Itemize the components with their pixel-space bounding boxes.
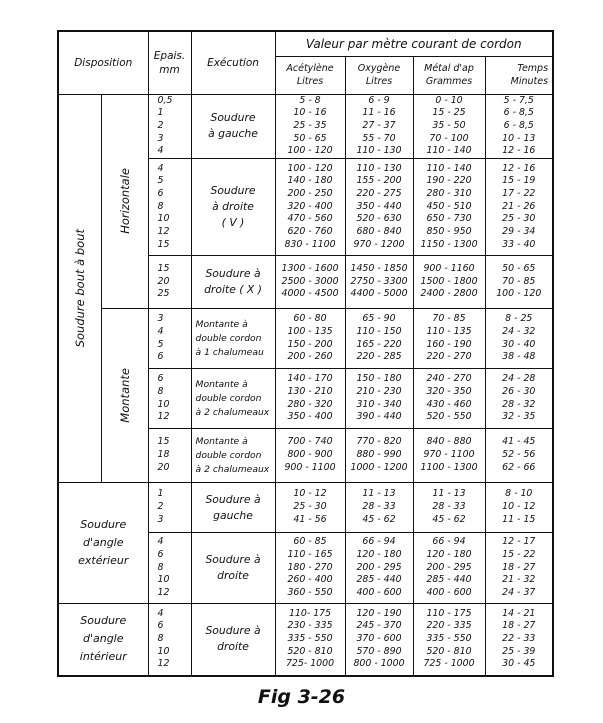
cell-metal: 11 - 13 28 - 33 45 - 62 — [413, 483, 485, 533]
header-epaisseur: Epais. mm — [148, 31, 191, 94]
figure-caption: Fig 3-26 — [257, 686, 346, 708]
cell-oxygene: 150 - 180 210 - 230 310 - 340 390 - 440 — [345, 369, 413, 429]
cell-execution: Soudure à gauche — [191, 483, 275, 533]
cell-epaisseur: 4 5 6 8 10 12 15 — [148, 159, 191, 256]
header-valeur: Valeur par mètre courant de cordon — [275, 31, 553, 56]
header-oxygene: Oxygène Litres — [345, 56, 413, 94]
cell-temps: 12 - 17 15 - 22 18 - 27 21 - 32 24 - 37 — [485, 533, 553, 604]
cell-epaisseur: 0,5 1 2 3 4 — [148, 94, 191, 159]
cell-oxygene: 120 - 190 245 - 370 370 - 600 570 - 890 800 - 1000 — [345, 604, 413, 676]
cell-execution: Soudure à gauche — [191, 94, 275, 159]
cell-temps: 8 - 10 10 - 12 11 - 15 — [485, 483, 553, 533]
group-horizontale-label: Horizontale — [117, 168, 132, 235]
cell-metal: 840 - 880 970 - 1100 1100 - 1300 — [413, 429, 485, 483]
cell-execution: Soudure à droite — [191, 533, 275, 604]
cell-metal: 900 - 1160 1500 - 1800 2400 - 2800 — [413, 256, 485, 309]
header-temps: Temps Minutes — [485, 56, 553, 94]
cell-epaisseur: 1 2 3 — [148, 483, 191, 533]
header-metal: Métal d'ap Grammes — [413, 56, 485, 94]
cell-temps: 24 - 28 26 - 30 28 - 32 32 - 35 — [485, 369, 553, 429]
cell-temps: 14 - 21 18 - 27 22 - 33 25 - 39 30 - 45 — [485, 604, 553, 676]
cell-metal: 70 - 85 110 - 135 160 - 190 220 - 270 — [413, 309, 485, 369]
cell-execution: Soudure à droite — [191, 604, 275, 676]
cell-acetylene: 1300 - 1600 2500 - 3000 4000 - 4500 — [275, 256, 345, 309]
cell-epaisseur: 15 18 20 — [148, 429, 191, 483]
header-execution: Exécution — [191, 31, 275, 94]
cell-acetylene: 700 - 740 800 - 900 900 - 1100 — [275, 429, 345, 483]
cell-execution: Montante à double cordon à 1 chalumeau — [191, 309, 275, 369]
group-horizontale — [101, 94, 148, 309]
cell-temps: 50 - 65 70 - 85 100 - 120 — [485, 256, 553, 309]
group-bout-a-bout — [58, 94, 101, 483]
group-angle-exterieur: Soudure d'angle extérieur — [58, 483, 148, 604]
cell-temps: 12 - 16 15 - 19 17 - 22 21 - 26 25 - 30 29 - 34 33 - 40 — [485, 159, 553, 256]
cell-epaisseur: 4 6 8 10 12 — [148, 604, 191, 676]
header-disposition: Disposition — [58, 31, 148, 94]
cell-execution: Montante à double cordon à 2 chalumeaux — [191, 429, 275, 483]
cell-acetylene: 60 - 80 100 - 135 150 - 200 200 - 260 — [275, 309, 345, 369]
cell-metal: 240 - 270 320 - 350 430 - 460 520 - 550 — [413, 369, 485, 429]
cell-execution: Montante à double cordon à 2 chalumeaux — [191, 369, 275, 429]
cell-oxygene: 6 - 9 11 - 16 27 - 37 55 - 70 110 - 130 — [345, 94, 413, 159]
cell-oxygene: 770 - 820 880 - 990 1000 - 1200 — [345, 429, 413, 483]
cell-acetylene: 60 - 85 110 - 165 180 - 270 260 - 400 360 - 550 — [275, 533, 345, 604]
cell-oxygene: 11 - 13 28 - 33 45 - 62 — [345, 483, 413, 533]
cell-epaisseur: 15 20 25 — [148, 256, 191, 309]
cell-metal: 110 - 175 220 - 335 335 - 550 520 - 810 725 - 1000 — [413, 604, 485, 676]
cell-temps: 8 - 25 24 - 32 30 - 40 38 - 48 — [485, 309, 553, 369]
cell-oxygene: 65 - 90 110 - 150 165 - 220 220 - 285 — [345, 309, 413, 369]
group-montante-label: Montante — [117, 368, 132, 423]
cell-epaisseur: 6 8 10 12 — [148, 369, 191, 429]
cell-epaisseur: 3 4 5 6 — [148, 309, 191, 369]
cell-temps: 5 - 7,5 6 - 8,5 6 - 8,5 10 - 13 12 - 16 — [485, 94, 553, 159]
cell-oxygene: 1450 - 1850 2750 - 3300 4400 - 5000 — [345, 256, 413, 309]
cell-temps: 41 - 45 52 - 56 62 - 66 — [485, 429, 553, 483]
group-angle-interieur: Soudure d'angle intérieur — [58, 604, 148, 676]
cell-acetylene: 100 - 120 140 - 180 200 - 250 320 - 400 470 - 560 620 - 760 830 - 1100 — [275, 159, 345, 256]
cell-oxygene: 110 - 130 155 - 200 220 - 275 350 - 440 520 - 630 680 - 840 970 - 1200 — [345, 159, 413, 256]
header-acetylene: Acétylène Litres — [275, 56, 345, 94]
cell-execution: Soudure à droite ( V ) — [191, 159, 275, 256]
cell-oxygene: 66 - 94 120 - 180 200 - 295 285 - 440 400 - 600 — [345, 533, 413, 604]
cell-acetylene: 5 - 8 10 - 16 25 - 35 50 - 65 100 - 120 — [275, 94, 345, 159]
cell-acetylene: 110- 175 230 - 335 335 - 550 520 - 810 725- 1000 — [275, 604, 345, 676]
cell-metal: 110 - 140 190 - 220 280 - 310 450 - 510 650 - 730 850 - 950 1150 - 1300 — [413, 159, 485, 256]
cell-metal: 66 - 94 120 - 180 200 - 295 285 - 440 400 - 600 — [413, 533, 485, 604]
welding-table — [57, 30, 554, 677]
cell-acetylene: 10 - 12 25 - 30 41 - 56 — [275, 483, 345, 533]
cell-execution: Soudure à droite ( X ) — [191, 256, 275, 309]
cell-acetylene: 140 - 170 130 - 210 280 - 320 350 - 400 — [275, 369, 345, 429]
group-montante — [101, 309, 148, 483]
cell-metal: 0 - 10 15 - 25 35 - 50 70 - 100 110 - 140 — [413, 94, 485, 159]
group-bout-label: Soudure bout à bout — [72, 229, 87, 348]
cell-epaisseur: 4 6 8 10 12 — [148, 533, 191, 604]
